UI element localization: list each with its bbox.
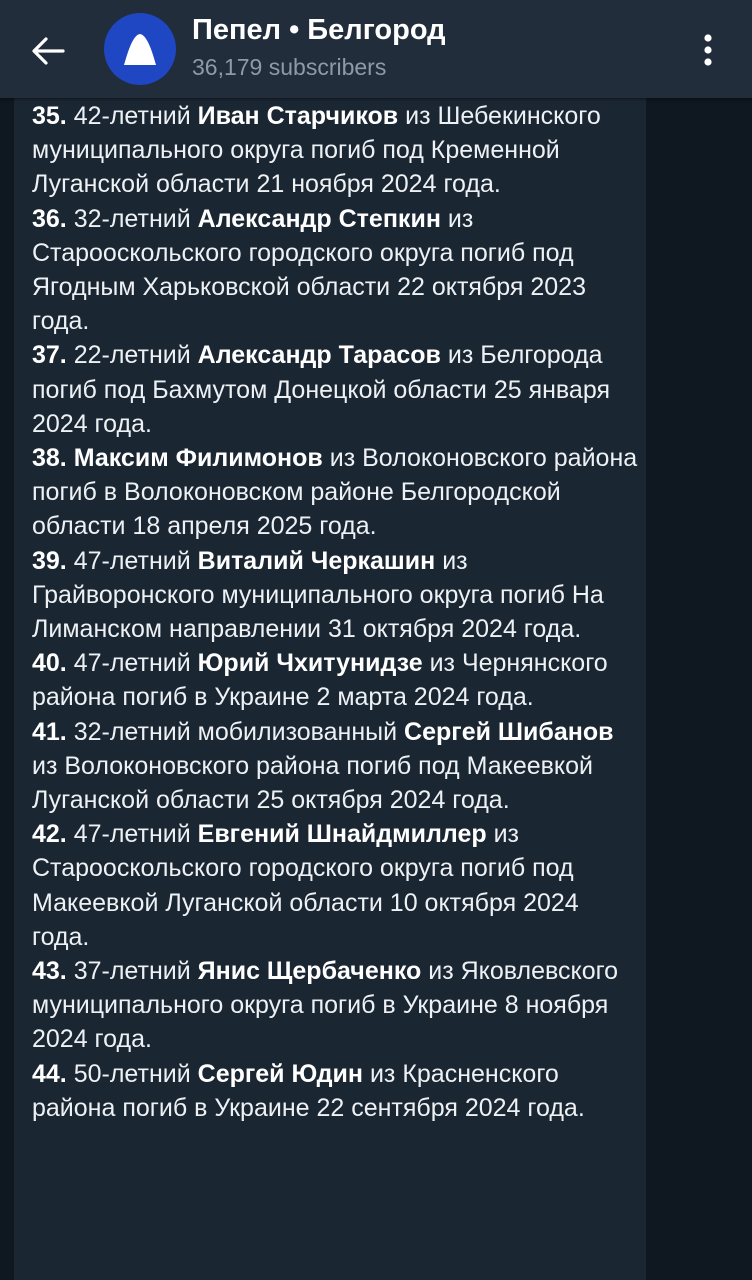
list-item — [32, 99, 642, 202]
entry-number: 42. — [32, 820, 67, 849]
entry-name: Виталий Черкашин — [197, 546, 436, 575]
entry-name: Иван Старчиков — [197, 102, 399, 130]
entry-details: из Старооскольского городского округа погиб под Ягодным Харьковской области 22 октября 2023 года. — [32, 204, 586, 336]
kebab-menu-icon — [703, 33, 713, 67]
message-text — [32, 99, 642, 1125]
entry-number: 41. — [32, 717, 67, 746]
channel-avatar[interactable] — [104, 13, 176, 85]
list-item — [32, 202, 642, 339]
entry-details: из Грайворонского муниципального округа погиб На Лиманском направлении 31 октября 2024 года. — [32, 546, 604, 644]
entry-number: 38. — [32, 444, 67, 473]
entry-prefix: 50-летний — [66, 1059, 198, 1088]
more-options-button[interactable] — [688, 26, 728, 74]
entry-details: из Чернянского района погиб в Украине 2 марта 2024 года. — [32, 649, 608, 712]
entry-name: Сергей Шибанов — [404, 717, 614, 746]
entry-prefix: 37-летний — [66, 957, 198, 986]
entry-name: Александр Степкин — [197, 204, 441, 233]
list-item — [32, 954, 642, 1057]
subscriber-count: 36,179 subscribers — [192, 54, 387, 80]
entry-name: Евгений Шнайдмиллер — [197, 820, 487, 849]
entry-details: из Шебекинского муниципального округа погиб под Кременной Луганской области 21 ноября 2024 года. — [32, 102, 601, 199]
entry-details: из Яковлевского муниципального округа погиб в Украине 8 ноября 2024 года. — [32, 957, 619, 1054]
entry-number: 43. — [32, 957, 67, 986]
entry-details: из Красненского района погиб в Украине 22 сентября 2024 года. — [32, 1059, 585, 1122]
list-item — [32, 441, 642, 544]
entry-number: 40. — [32, 649, 67, 678]
entry-details: из Волоконовского района погиб под Макеевкой Луганской области 25 октября 2024 года. — [32, 751, 593, 815]
list-item — [32, 1057, 642, 1125]
entry-prefix: 22-летний — [66, 341, 198, 370]
entry-name: Сергей Юдин — [197, 1059, 363, 1088]
entry-details: из Белгорода погиб под Бахмутом Донецкой области 25 января 2024 года. — [32, 341, 610, 438]
list-item — [32, 646, 642, 714]
entry-number: 39. — [32, 546, 67, 575]
channel-header — [0, 0, 752, 98]
list-item — [32, 715, 642, 818]
arrow-left-icon — [31, 36, 65, 66]
entry-name: Юрий Чхитунидзе — [197, 649, 423, 678]
entry-details: из Волоконовского района погиб в Волоконовском районе Белгородской области 18 апреля 2025 года. — [32, 444, 638, 541]
entry-number: 35. — [32, 102, 67, 130]
entry-name: Янис Щербаченко — [197, 957, 422, 986]
entry-prefix: 42-летний — [66, 102, 198, 130]
entry-prefix: 47-летний — [66, 820, 198, 849]
entry-prefix: 32-летний — [66, 204, 198, 233]
entry-prefix — [67, 444, 74, 472]
list-item — [32, 817, 642, 954]
channel-title[interactable]: Пепел • Белгород — [192, 14, 446, 46]
entry-number: 36. — [32, 204, 67, 233]
dome-logo-icon — [118, 27, 162, 71]
entry-name: Александр Тарасов — [197, 341, 441, 370]
entry-number: 44. — [32, 1059, 67, 1088]
entry-prefix: 47-летний — [66, 546, 198, 575]
list-item — [32, 338, 642, 441]
entry-details: из Старооскольского городского округа погиб под Макеевкой Луганской области 10 октября 2024 года. — [32, 820, 579, 951]
entry-prefix: 32-летний мобилизованный — [66, 717, 405, 746]
entry-name: Максим Филимонов — [73, 444, 323, 473]
back-button[interactable] — [24, 27, 72, 75]
entry-prefix: 47-летний — [66, 649, 198, 678]
entry-number: 37. — [32, 341, 67, 370]
list-item — [32, 544, 642, 647]
message-bubble — [14, 98, 646, 1280]
